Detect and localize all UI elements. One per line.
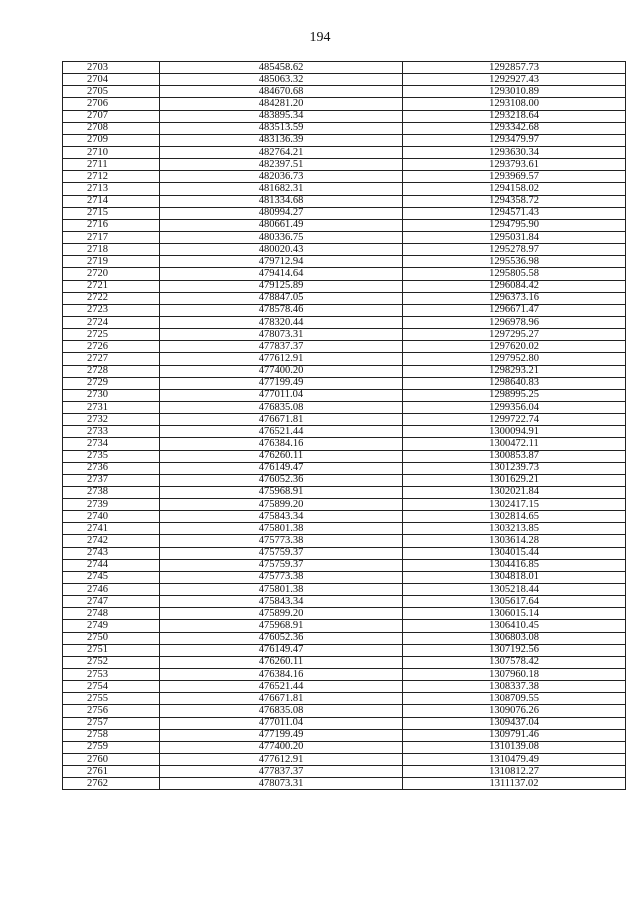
x-coordinate-cell: 478320.44 — [160, 316, 403, 328]
point-number-cell: 2753 — [63, 669, 160, 681]
table-row — [63, 559, 626, 571]
y-coordinate-cell: 1296373.16 — [403, 292, 626, 304]
table-body — [63, 62, 626, 790]
y-coordinate-cell: 1310139.08 — [403, 741, 626, 753]
y-coordinate-cell: 1295805.58 — [403, 268, 626, 280]
y-coordinate-cell: 1300472.11 — [403, 438, 626, 450]
y-coordinate-cell: 1293010.89 — [403, 86, 626, 98]
table-row — [63, 656, 626, 668]
point-number-cell: 2755 — [63, 693, 160, 705]
table-row — [63, 377, 626, 389]
coordinates-table — [62, 61, 626, 790]
y-coordinate-cell: 1300853.87 — [403, 450, 626, 462]
x-coordinate-cell: 475899.20 — [160, 608, 403, 620]
point-number-cell: 2752 — [63, 656, 160, 668]
y-coordinate-cell: 1302814.65 — [403, 511, 626, 523]
table-row — [63, 462, 626, 474]
x-coordinate-cell: 477199.49 — [160, 729, 403, 741]
table-row — [63, 341, 626, 353]
x-coordinate-cell: 476521.44 — [160, 426, 403, 438]
table-row — [63, 632, 626, 644]
x-coordinate-cell: 481682.31 — [160, 183, 403, 195]
table-row — [63, 268, 626, 280]
y-coordinate-cell: 1293342.68 — [403, 122, 626, 134]
table-row — [63, 195, 626, 207]
point-number-cell: 2742 — [63, 535, 160, 547]
table-row — [63, 766, 626, 778]
table-row — [63, 511, 626, 523]
y-coordinate-cell: 1296671.47 — [403, 304, 626, 316]
point-number-cell: 2759 — [63, 741, 160, 753]
table-row — [63, 353, 626, 365]
y-coordinate-cell: 1296978.96 — [403, 316, 626, 328]
page-number: 194 — [309, 30, 331, 45]
point-number-cell: 2706 — [63, 98, 160, 110]
table-row — [63, 304, 626, 316]
y-coordinate-cell: 1297952.80 — [403, 353, 626, 365]
table-row — [63, 414, 626, 426]
point-number-cell: 2746 — [63, 584, 160, 596]
table-row — [63, 365, 626, 377]
y-coordinate-cell: 1293479.97 — [403, 134, 626, 146]
x-coordinate-cell: 476671.81 — [160, 414, 403, 426]
table-row — [63, 426, 626, 438]
x-coordinate-cell: 477011.04 — [160, 389, 403, 401]
x-coordinate-cell: 476835.08 — [160, 705, 403, 717]
table-row — [63, 754, 626, 766]
x-coordinate-cell: 477837.37 — [160, 766, 403, 778]
point-number-cell: 2720 — [63, 268, 160, 280]
point-number-cell: 2707 — [63, 110, 160, 122]
table-row — [63, 620, 626, 632]
x-coordinate-cell: 482036.73 — [160, 171, 403, 183]
table-row — [63, 292, 626, 304]
y-coordinate-cell: 1306803.08 — [403, 632, 626, 644]
point-number-cell: 2739 — [63, 499, 160, 511]
point-number-cell: 2749 — [63, 620, 160, 632]
point-number-cell: 2727 — [63, 353, 160, 365]
point-number-cell: 2717 — [63, 231, 160, 243]
x-coordinate-cell: 477400.20 — [160, 365, 403, 377]
y-coordinate-cell: 1293218.64 — [403, 110, 626, 122]
point-number-cell: 2754 — [63, 681, 160, 693]
x-coordinate-cell: 482764.21 — [160, 146, 403, 158]
table-row — [63, 729, 626, 741]
y-coordinate-cell: 1304416.85 — [403, 559, 626, 571]
x-coordinate-cell: 478073.31 — [160, 329, 403, 341]
x-coordinate-cell: 476671.81 — [160, 693, 403, 705]
x-coordinate-cell: 477199.49 — [160, 377, 403, 389]
table-row — [63, 207, 626, 219]
table-row — [63, 499, 626, 511]
y-coordinate-cell: 1294358.72 — [403, 195, 626, 207]
x-coordinate-cell: 484670.68 — [160, 86, 403, 98]
y-coordinate-cell: 1304015.44 — [403, 547, 626, 559]
x-coordinate-cell: 475899.20 — [160, 499, 403, 511]
table-row — [63, 547, 626, 559]
y-coordinate-cell: 1309437.04 — [403, 717, 626, 729]
y-coordinate-cell: 1305617.64 — [403, 596, 626, 608]
x-coordinate-cell: 475968.91 — [160, 620, 403, 632]
y-coordinate-cell: 1292857.73 — [403, 62, 626, 74]
y-coordinate-cell: 1299356.04 — [403, 401, 626, 413]
y-coordinate-cell: 1306410.45 — [403, 620, 626, 632]
y-coordinate-cell: 1306015.14 — [403, 608, 626, 620]
y-coordinate-cell: 1301239.73 — [403, 462, 626, 474]
x-coordinate-cell: 475773.38 — [160, 535, 403, 547]
table-row — [63, 778, 626, 790]
y-coordinate-cell: 1309076.26 — [403, 705, 626, 717]
y-coordinate-cell: 1300094.91 — [403, 426, 626, 438]
x-coordinate-cell: 476149.47 — [160, 462, 403, 474]
x-coordinate-cell: 485063.32 — [160, 74, 403, 86]
point-number-cell: 2705 — [63, 86, 160, 98]
table-row — [63, 122, 626, 134]
point-number-cell: 2758 — [63, 729, 160, 741]
point-number-cell: 2714 — [63, 195, 160, 207]
table-row — [63, 669, 626, 681]
point-number-cell: 2721 — [63, 280, 160, 292]
table-row — [63, 74, 626, 86]
x-coordinate-cell: 475759.37 — [160, 559, 403, 571]
point-number-cell: 2736 — [63, 462, 160, 474]
point-number-cell: 2744 — [63, 559, 160, 571]
point-number-cell: 2737 — [63, 474, 160, 486]
x-coordinate-cell: 483895.34 — [160, 110, 403, 122]
point-number-cell: 2747 — [63, 596, 160, 608]
point-number-cell: 2740 — [63, 511, 160, 523]
x-coordinate-cell: 478073.31 — [160, 778, 403, 790]
point-number-cell: 2729 — [63, 377, 160, 389]
x-coordinate-cell: 480020.43 — [160, 244, 403, 256]
y-coordinate-cell: 1310479.49 — [403, 754, 626, 766]
point-number-cell: 2733 — [63, 426, 160, 438]
point-number-cell: 2741 — [63, 523, 160, 535]
point-number-cell: 2743 — [63, 547, 160, 559]
table-row — [63, 389, 626, 401]
point-number-cell: 2761 — [63, 766, 160, 778]
table-row — [63, 98, 626, 110]
y-coordinate-cell: 1308337.38 — [403, 681, 626, 693]
table-row — [63, 219, 626, 231]
point-number-cell: 2713 — [63, 183, 160, 195]
point-number-cell: 2732 — [63, 414, 160, 426]
x-coordinate-cell: 479414.64 — [160, 268, 403, 280]
y-coordinate-cell: 1308709.55 — [403, 693, 626, 705]
table-row — [63, 159, 626, 171]
x-coordinate-cell: 475801.38 — [160, 523, 403, 535]
y-coordinate-cell: 1293793.61 — [403, 159, 626, 171]
x-coordinate-cell: 483136.39 — [160, 134, 403, 146]
y-coordinate-cell: 1311137.02 — [403, 778, 626, 790]
y-coordinate-cell: 1293630.34 — [403, 146, 626, 158]
table-row — [63, 438, 626, 450]
table-row — [63, 644, 626, 656]
table-row — [63, 474, 626, 486]
point-number-cell: 2703 — [63, 62, 160, 74]
y-coordinate-cell: 1296084.42 — [403, 280, 626, 292]
x-coordinate-cell: 478847.05 — [160, 292, 403, 304]
x-coordinate-cell: 475843.34 — [160, 511, 403, 523]
point-number-cell: 2748 — [63, 608, 160, 620]
point-number-cell: 2708 — [63, 122, 160, 134]
x-coordinate-cell: 475843.34 — [160, 596, 403, 608]
x-coordinate-cell: 478578.46 — [160, 304, 403, 316]
point-number-cell: 2725 — [63, 329, 160, 341]
y-coordinate-cell: 1293969.57 — [403, 171, 626, 183]
x-coordinate-cell: 477400.20 — [160, 741, 403, 753]
y-coordinate-cell: 1298995.25 — [403, 389, 626, 401]
table-row — [63, 134, 626, 146]
point-number-cell: 2757 — [63, 717, 160, 729]
table-row — [63, 450, 626, 462]
table-row — [63, 523, 626, 535]
point-number-cell: 2726 — [63, 341, 160, 353]
x-coordinate-cell: 475773.38 — [160, 571, 403, 583]
point-number-cell: 2751 — [63, 644, 160, 656]
table-row — [63, 86, 626, 98]
y-coordinate-cell: 1292927.43 — [403, 74, 626, 86]
y-coordinate-cell: 1307960.18 — [403, 669, 626, 681]
x-coordinate-cell: 476052.36 — [160, 474, 403, 486]
x-coordinate-cell: 475801.38 — [160, 584, 403, 596]
point-number-cell: 2730 — [63, 389, 160, 401]
y-coordinate-cell: 1298640.83 — [403, 377, 626, 389]
point-number-cell: 2718 — [63, 244, 160, 256]
point-number-cell: 2716 — [63, 219, 160, 231]
y-coordinate-cell: 1303213.85 — [403, 523, 626, 535]
y-coordinate-cell: 1294158.02 — [403, 183, 626, 195]
point-number-cell: 2735 — [63, 450, 160, 462]
table-row — [63, 717, 626, 729]
x-coordinate-cell: 480336.75 — [160, 231, 403, 243]
x-coordinate-cell: 485458.62 — [160, 62, 403, 74]
y-coordinate-cell: 1297620.02 — [403, 341, 626, 353]
y-coordinate-cell: 1310812.27 — [403, 766, 626, 778]
table-row — [63, 256, 626, 268]
table-row — [63, 486, 626, 498]
table-row — [63, 280, 626, 292]
y-coordinate-cell: 1305218.44 — [403, 584, 626, 596]
y-coordinate-cell: 1301629.21 — [403, 474, 626, 486]
table-row — [63, 171, 626, 183]
table-row — [63, 231, 626, 243]
table-row — [63, 681, 626, 693]
table-row — [63, 535, 626, 547]
point-number-cell: 2731 — [63, 401, 160, 413]
table-row — [63, 62, 626, 74]
y-coordinate-cell: 1297295.27 — [403, 329, 626, 341]
x-coordinate-cell: 484281.20 — [160, 98, 403, 110]
x-coordinate-cell: 476260.11 — [160, 656, 403, 668]
x-coordinate-cell: 476384.16 — [160, 438, 403, 450]
x-coordinate-cell: 477011.04 — [160, 717, 403, 729]
table-row — [63, 741, 626, 753]
point-number-cell: 2760 — [63, 754, 160, 766]
point-number-cell: 2756 — [63, 705, 160, 717]
point-number-cell: 2715 — [63, 207, 160, 219]
table-row — [63, 596, 626, 608]
x-coordinate-cell: 480994.27 — [160, 207, 403, 219]
x-coordinate-cell: 482397.51 — [160, 159, 403, 171]
x-coordinate-cell: 479125.89 — [160, 280, 403, 292]
table-row — [63, 705, 626, 717]
table-row — [63, 110, 626, 122]
table-row — [63, 329, 626, 341]
table-row — [63, 316, 626, 328]
table-row — [63, 183, 626, 195]
y-coordinate-cell: 1302021.84 — [403, 486, 626, 498]
y-coordinate-cell: 1309791.46 — [403, 729, 626, 741]
x-coordinate-cell: 475968.91 — [160, 486, 403, 498]
point-number-cell: 2719 — [63, 256, 160, 268]
point-number-cell: 2745 — [63, 571, 160, 583]
x-coordinate-cell: 476052.36 — [160, 632, 403, 644]
y-coordinate-cell: 1294795.90 — [403, 219, 626, 231]
y-coordinate-cell: 1304818.01 — [403, 571, 626, 583]
point-number-cell: 2734 — [63, 438, 160, 450]
x-coordinate-cell: 479712.94 — [160, 256, 403, 268]
point-number-cell: 2738 — [63, 486, 160, 498]
y-coordinate-cell: 1307578.42 — [403, 656, 626, 668]
y-coordinate-cell: 1307192.56 — [403, 644, 626, 656]
y-coordinate-cell: 1295278.97 — [403, 244, 626, 256]
y-coordinate-cell: 1302417.15 — [403, 499, 626, 511]
x-coordinate-cell: 476149.47 — [160, 644, 403, 656]
table-row — [63, 584, 626, 596]
table-row — [63, 571, 626, 583]
point-number-cell: 2723 — [63, 304, 160, 316]
point-number-cell: 2710 — [63, 146, 160, 158]
point-number-cell: 2762 — [63, 778, 160, 790]
table-row — [63, 608, 626, 620]
table-row — [63, 401, 626, 413]
point-number-cell: 2722 — [63, 292, 160, 304]
point-number-cell: 2709 — [63, 134, 160, 146]
point-number-cell: 2712 — [63, 171, 160, 183]
x-coordinate-cell: 481334.68 — [160, 195, 403, 207]
table-row — [63, 693, 626, 705]
x-coordinate-cell: 476260.11 — [160, 450, 403, 462]
y-coordinate-cell: 1293108.00 — [403, 98, 626, 110]
y-coordinate-cell: 1299722.74 — [403, 414, 626, 426]
y-coordinate-cell: 1294571.43 — [403, 207, 626, 219]
table-row — [63, 244, 626, 256]
point-number-cell: 2750 — [63, 632, 160, 644]
point-number-cell: 2711 — [63, 159, 160, 171]
point-number-cell: 2704 — [63, 74, 160, 86]
x-coordinate-cell: 476384.16 — [160, 669, 403, 681]
point-number-cell: 2724 — [63, 316, 160, 328]
x-coordinate-cell: 477612.91 — [160, 754, 403, 766]
x-coordinate-cell: 477837.37 — [160, 341, 403, 353]
table-row — [63, 146, 626, 158]
y-coordinate-cell: 1295536.98 — [403, 256, 626, 268]
x-coordinate-cell: 477612.91 — [160, 353, 403, 365]
x-coordinate-cell: 483513.59 — [160, 122, 403, 134]
x-coordinate-cell: 476835.08 — [160, 401, 403, 413]
x-coordinate-cell: 476521.44 — [160, 681, 403, 693]
point-number-cell: 2728 — [63, 365, 160, 377]
y-coordinate-cell: 1295031.84 — [403, 231, 626, 243]
y-coordinate-cell: 1303614.28 — [403, 535, 626, 547]
x-coordinate-cell: 480661.49 — [160, 219, 403, 231]
y-coordinate-cell: 1298293.21 — [403, 365, 626, 377]
x-coordinate-cell: 475759.37 — [160, 547, 403, 559]
